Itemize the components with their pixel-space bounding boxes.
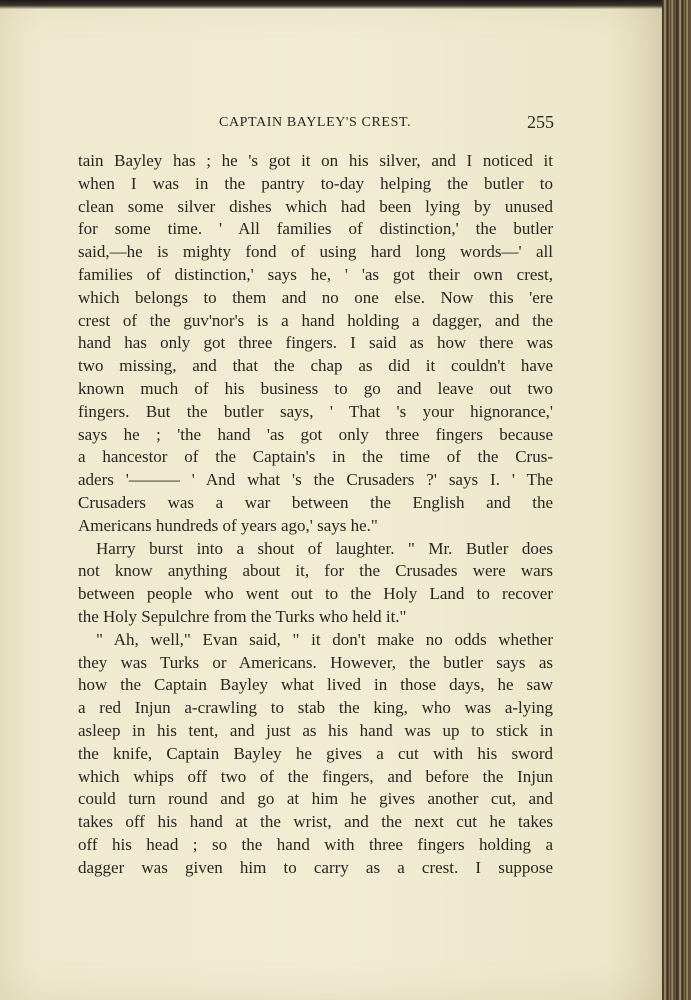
text-line: Harry burst into a shout of laughter. " Mr. Butler does [96, 538, 553, 558]
book-spine [662, 0, 691, 1000]
text-line: the knife, Captain Bayley he gives a cut with his sword [78, 743, 553, 763]
text-line: known much of his business to go and leave out two [78, 378, 553, 398]
text-line: when I was in the pantry to-day helping the butler to [78, 173, 553, 193]
running-head: CAPTAIN BAYLEY'S CREST. [219, 115, 412, 130]
text-line: between people who went out to the Holy Land to recover [78, 584, 553, 604]
text-line: a red Injun a-crawling to stab the king, who was a-lying [78, 698, 553, 718]
text-line: tain Bayley has ; he 's got it on his silver, and I noticed it [78, 151, 553, 170]
text-line: Americans hundreds of years ago,' says he." [78, 515, 378, 535]
text-line: could turn round and go at him he gives another cut, and [78, 789, 553, 809]
text-line: hand has only got three fingers. I said as how there was [78, 333, 553, 353]
text-line: crest of the guv'nor's is a hand holding a dagger, and the [78, 310, 553, 330]
text-line: off his head ; so the hand with three fingers holding a [78, 834, 553, 854]
text-line: clean some silver dishes which had been lying by unused [78, 196, 553, 216]
text-line: " Ah, well," Evan said, " it don't make no odds whether [96, 629, 553, 649]
text-line: asleep in his tent, and just as his hand was up to stick in [78, 720, 553, 740]
text-line: they was Turks or Americans. However, the butler says as [78, 652, 553, 672]
text-line: for some time. ' All families of distinction,' the butler [78, 219, 553, 239]
text-line: two missing, and that the chap as did it couldn't have [78, 356, 553, 376]
text-line: aders '——— ' And what 's the Crusaders ?' says I. ' The [78, 470, 553, 490]
text-line: dagger was given him to carry as a crest. I suppose [78, 857, 553, 877]
text-line: says he ; 'the hand 'as got only three fingers because [78, 424, 553, 444]
text-line: which whips off two of the fingers, and before the Injun [78, 766, 553, 786]
text-line: a hancestor of the Captain's in the time of the Crus- [78, 447, 553, 467]
text-line: said,—he is mighty fond of using hard long words—' all [78, 242, 553, 262]
text-line: fingers. But the butler says, ' That 's your hignorance,' [78, 401, 553, 421]
page-header [0, 111, 662, 137]
page-number: 255 [527, 112, 554, 132]
page-top-edge [0, 0, 668, 9]
text-line: Crusaders was a war between the English and the [78, 492, 553, 512]
body-text [78, 150, 553, 880]
text-line: families of distinction,' says he, ' 'as got their own crest, [78, 264, 553, 284]
text-line: the Holy Sepulchre from the Turks who held it." [78, 606, 407, 626]
text-line: how the Captain Bayley what lived in those days, he saw [78, 675, 553, 695]
text-line: takes off his hand at the wrist, and the next cut he takes [78, 812, 553, 832]
text-line: which belongs to them and no one else. Now this 'ere [78, 287, 553, 307]
text-line: not know anything about it, for the Crusades were wars [78, 561, 553, 581]
